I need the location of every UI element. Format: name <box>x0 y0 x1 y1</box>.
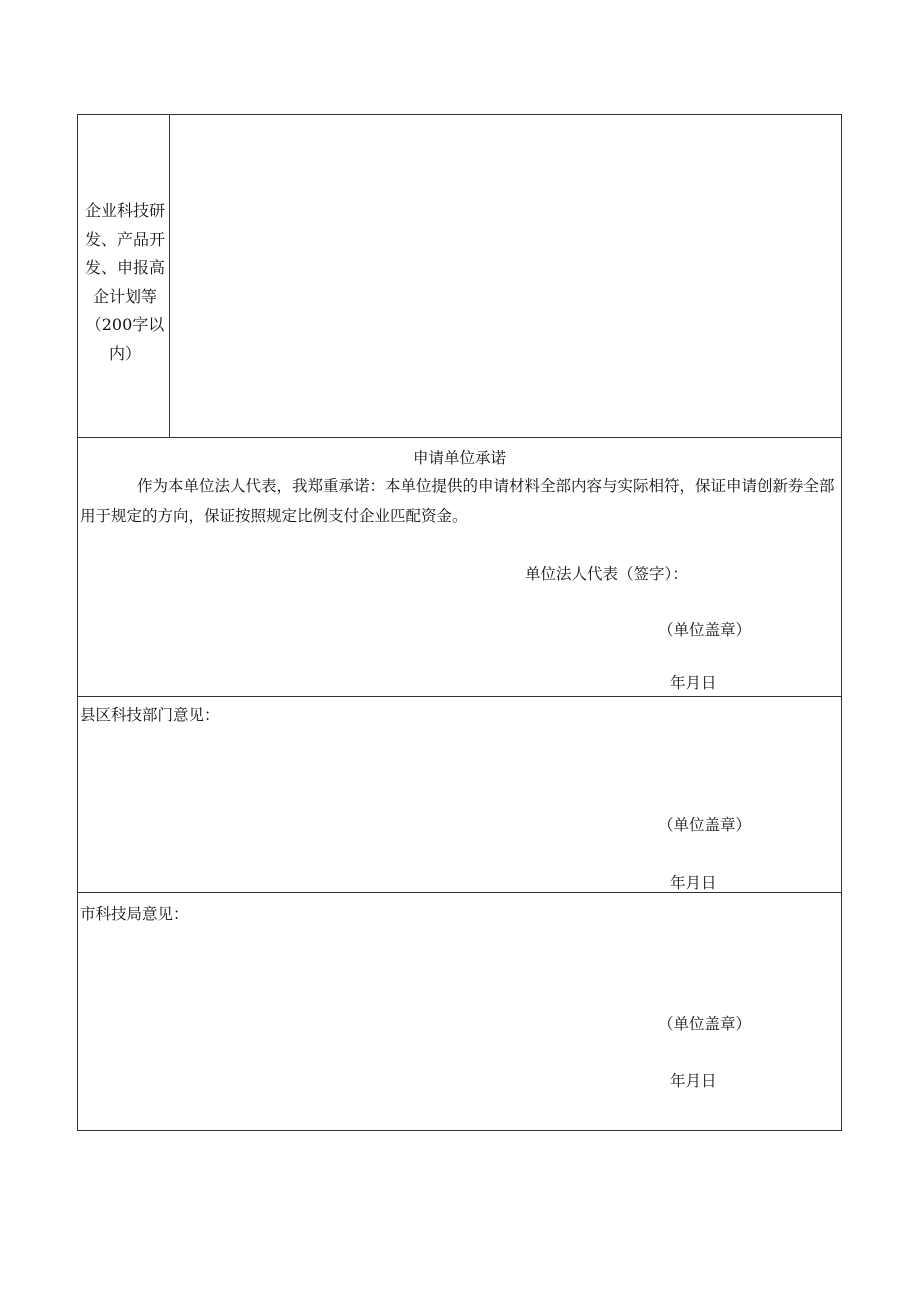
city-opinion-row <box>78 893 841 1130</box>
rd-section-label: 企业科技研发、产品开发、申报高企计划等（200字以内） <box>84 201 165 363</box>
commitment-row <box>78 438 841 697</box>
county-opinion-row <box>78 697 841 893</box>
county-opinion-label: 县区科技部门意见： <box>80 706 220 724</box>
commitment-seal-label: （单位盖章） <box>658 621 752 639</box>
legal-representative-signature-label: 单位法人代表（签字）： <box>525 565 688 583</box>
county-date-label: 年月日 <box>670 874 717 892</box>
commitment-date-label: 年月日 <box>670 674 717 692</box>
rd-section-row <box>78 115 841 438</box>
city-date-label: 年月日 <box>670 1072 717 1090</box>
county-seal-label: （单位盖章） <box>658 816 752 834</box>
commitment-title: 申请单位承诺 <box>412 449 506 467</box>
city-opinion-label: 市科技局意见： <box>80 905 189 923</box>
rd-section-label-cell <box>78 115 170 437</box>
city-seal-label: （单位盖章） <box>658 1015 752 1033</box>
commitment-body: 作为本单位法人代表，我郑重承诺：本单位提供的申请材料全部内容与实际相符，保证申请创新券全部用于规定的方向，保证按照规定比例支付企业匹配资金。 <box>80 477 835 525</box>
rd-section-content-cell[interactable] <box>170 115 841 437</box>
application-form-table <box>77 114 842 1131</box>
